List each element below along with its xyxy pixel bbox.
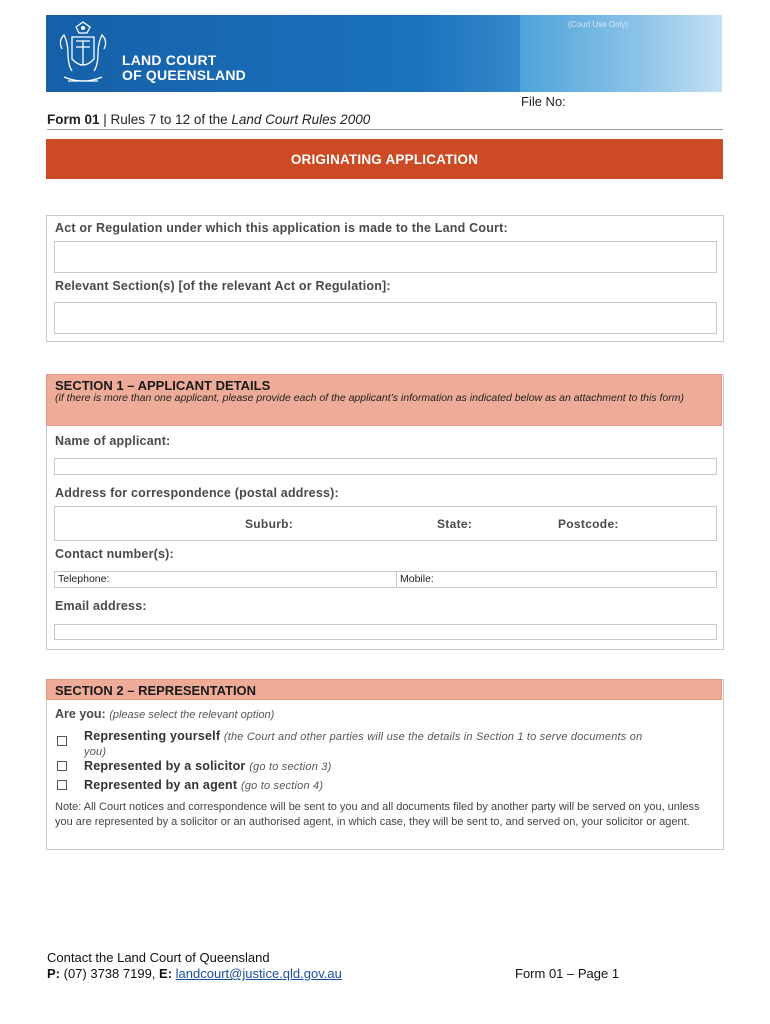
act-field[interactable] (54, 241, 717, 273)
represented-by-agent-checkbox[interactable] (57, 780, 67, 790)
option-label: Represented by an agent (84, 778, 238, 792)
court-name (122, 53, 246, 83)
email-field[interactable] (54, 624, 717, 640)
applicant-name-label: Name of applicant: (55, 434, 171, 448)
are-you-hint: (please select the relevant option) (109, 709, 275, 721)
represented-by-agent-option (84, 778, 323, 792)
option-hint-cont: you) (84, 746, 107, 758)
representation-note: Note: All Court notices and correspondence will be sent to you and all documents filed by another party will be served on you, unless you are represented by a solicitor or an authorised agent, in which case, they will be sent to, and served on, your solicitor or agent. (55, 801, 700, 828)
state-label: State: (437, 517, 473, 531)
representing-yourself-hint-cont (84, 744, 106, 758)
section1-title: SECTION 1 – APPLICANT DETAILS (55, 378, 271, 393)
option-label: Representing yourself (84, 729, 221, 743)
phone-prefix: P: (47, 966, 60, 981)
option-hint: (go to section 4) (240, 780, 324, 792)
suburb-label: Suburb: (245, 517, 294, 531)
represented-by-solicitor-option (84, 759, 331, 773)
section2-header (46, 679, 722, 700)
footer-contact (47, 950, 342, 982)
are-you-question (55, 707, 274, 721)
rules-title: Land Court Rules 2000 (231, 112, 371, 127)
section-field[interactable] (54, 302, 717, 334)
representing-yourself-option (84, 729, 642, 743)
form-rules: | Rules 7 to 12 of the (99, 112, 232, 127)
court-name-line1: LAND COURT (122, 52, 217, 68)
address-label: Address for correspondence (postal address): (55, 486, 339, 500)
act-label: Act or Regulation under which this application is made to the Land Court: (55, 221, 508, 235)
court-use-only-label: (Court Use Only) (568, 20, 629, 29)
queensland-coat-of-arms-icon (54, 19, 112, 89)
file-no-label: File No: (521, 94, 566, 109)
form-title (47, 112, 370, 127)
divider (47, 129, 723, 130)
mobile-label: Mobile: (400, 573, 434, 585)
footer-phone-email (47, 966, 342, 982)
applicant-name-field[interactable] (54, 458, 717, 475)
section1-note: (if there is more than one applicant, please provide each of the applicant’s information as indicated below as an attachment to this form) (55, 392, 684, 404)
footer-phone: (07) 3738 7199, (60, 966, 160, 981)
section-label: Relevant Section(s) [of the relevant Act or Regulation]: (55, 279, 391, 293)
postcode-label: Postcode: (558, 517, 619, 531)
originating-application-title: ORIGINATING APPLICATION (46, 139, 723, 179)
footer-contact-line: Contact the Land Court of Queensland (47, 950, 270, 965)
page-number: Form 01 – Page 1 (515, 966, 620, 981)
telephone-label: Telephone: (58, 573, 110, 585)
email-prefix: E: (159, 966, 173, 981)
option-hint: (go to section 3) (249, 761, 332, 773)
header-banner (46, 15, 722, 92)
court-name-line2: OF QUEENSLAND (122, 67, 246, 83)
option-hint: (the Court and other parties will use the details in Section 1 to serve documents on (223, 731, 643, 743)
mobile-field[interactable] (396, 571, 717, 588)
are-you-label: Are you: (55, 707, 106, 721)
email-label: Email address: (55, 599, 147, 613)
section2-title: SECTION 2 – REPRESENTATION (55, 683, 257, 698)
form-number: Form 01 (47, 112, 100, 127)
option-label: Represented by a solicitor (84, 759, 246, 773)
represented-by-solicitor-checkbox[interactable] (57, 761, 67, 771)
contact-label: Contact number(s): (55, 547, 174, 561)
section1-header (46, 374, 722, 426)
representing-yourself-checkbox[interactable] (57, 736, 67, 746)
footer-email-link[interactable]: landcourt@justice.qld.gov.au (175, 966, 342, 981)
